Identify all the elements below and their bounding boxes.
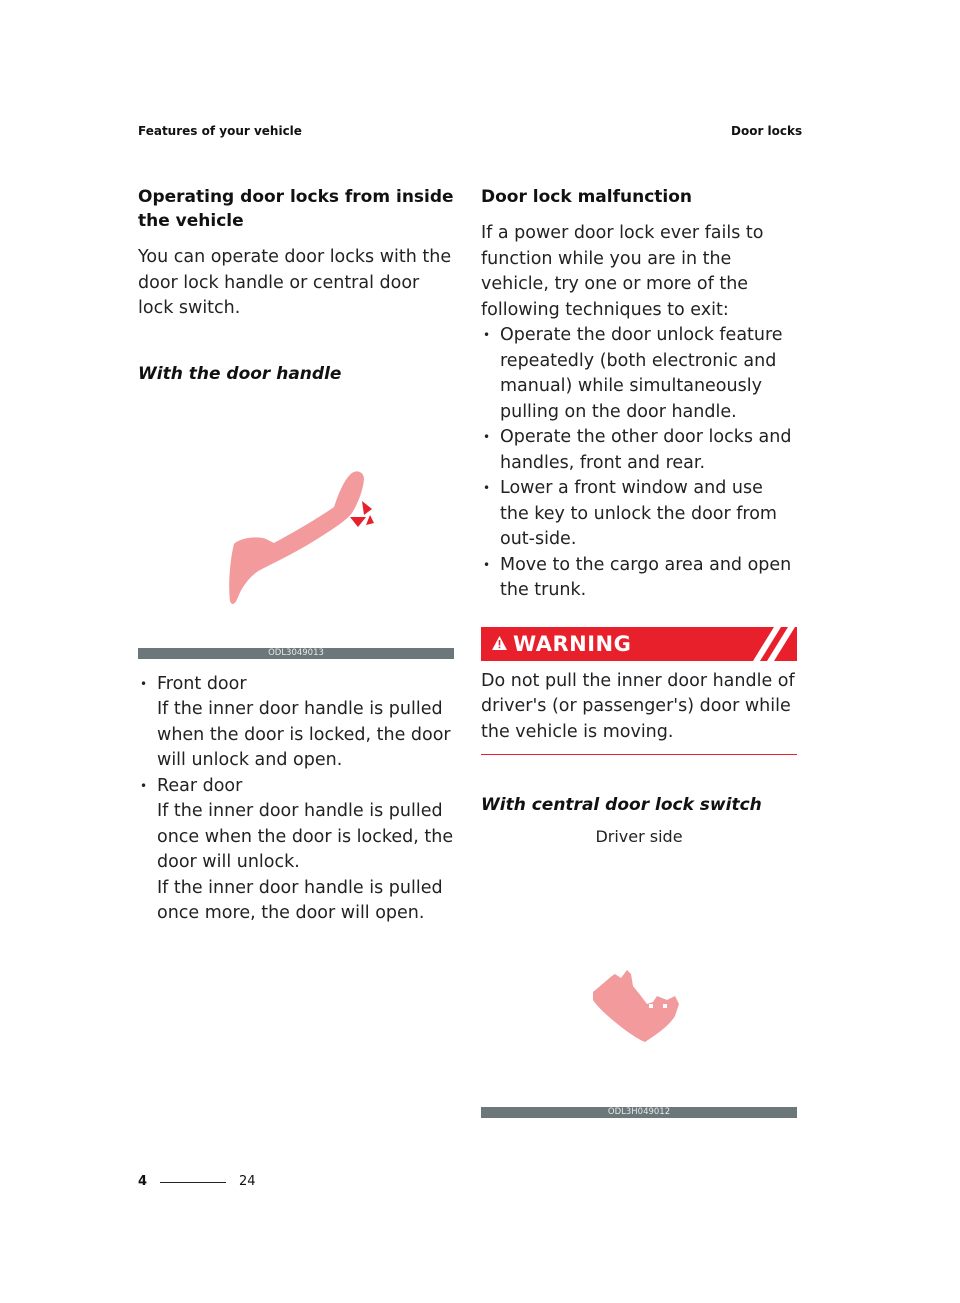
section-title-malfunction: Door lock malfunction — [481, 187, 693, 207]
bullet-text: If the inner door handle is pulled once when the door is locked, the door will unlock. — [157, 801, 454, 872]
handle-shape — [229, 471, 364, 604]
pull-arrow-upper — [362, 501, 372, 515]
left-column — [138, 185, 454, 927]
subheading-central-switch: With central door lock switch — [481, 795, 762, 815]
bullet-label: • Front door — [157, 673, 247, 694]
warning-title: WARNING — [513, 631, 632, 656]
lock-button-icon — [649, 1004, 653, 1008]
warning-header-bar — [481, 627, 797, 661]
footer-divider — [160, 1182, 226, 1183]
central-switch-figure — [481, 846, 797, 1118]
bullet-rear-door — [138, 774, 454, 927]
warning-text: Do not pull the inner door handle of driver's (or passenger's) door while the vehicle is moving. — [481, 670, 795, 742]
list-item: • Move to the cargo area and open the trunk. — [481, 553, 797, 604]
door-handle-figure — [138, 391, 454, 659]
pull-arrow-lower — [350, 517, 366, 527]
page-number: 24 — [239, 1174, 256, 1189]
intro-paragraph: You can operate door locks with the door lock handle or central door lock switch. — [138, 247, 452, 318]
figure-caption: Driver side — [595, 827, 683, 846]
unlock-button-icon — [663, 1004, 667, 1008]
list-item: • Operate the other door locks and handles, front and rear. — [481, 425, 797, 476]
running-header-section: Features of your vehicle — [138, 124, 302, 138]
malfunction-intro: If a power door lock ever fails to function while you are in the vehicle, try one or more of the following techniques to exit: — [481, 223, 764, 320]
list-item: • Lower a front window and use the key to unlock the door from out-side. — [481, 476, 797, 553]
right-column — [481, 185, 797, 1118]
door-lock-switch-illustration — [481, 846, 797, 1118]
warning-bottom-rule — [481, 754, 797, 755]
list-item: • Operate the door unlock feature repeatedly (both electronic and manual) while simultaneously pulling on the door handle. — [481, 323, 797, 425]
figure-code-bar: ODL3049013 — [138, 648, 454, 659]
pull-arrow-tip — [366, 515, 374, 525]
warning-stripes-icon — [737, 627, 797, 661]
bullet-front-door — [138, 672, 454, 774]
bullet-label: • Rear door — [157, 775, 243, 796]
handle-bullet-list — [138, 672, 454, 927]
warning-box — [481, 627, 797, 756]
bullet-text: If the inner door handle is pulled once more, the door will open. — [157, 877, 443, 923]
malfunction-bullet-list — [481, 323, 797, 604]
bullet-text: If the inner door handle is pulled when the door is locked, the door will unlock and open. — [157, 699, 451, 770]
section-title-inside-locks: Operating door locks from inside the vehicle — [138, 187, 454, 231]
door-handle-illustration — [138, 391, 454, 659]
subheading-door-handle: With the door handle — [138, 363, 342, 384]
figure-code-bar: ODL3H049012 — [481, 1107, 797, 1118]
warning-triangle-icon — [492, 636, 507, 650]
chapter-number: 4 — [138, 1174, 148, 1189]
running-header-topic: Door locks — [731, 124, 803, 138]
